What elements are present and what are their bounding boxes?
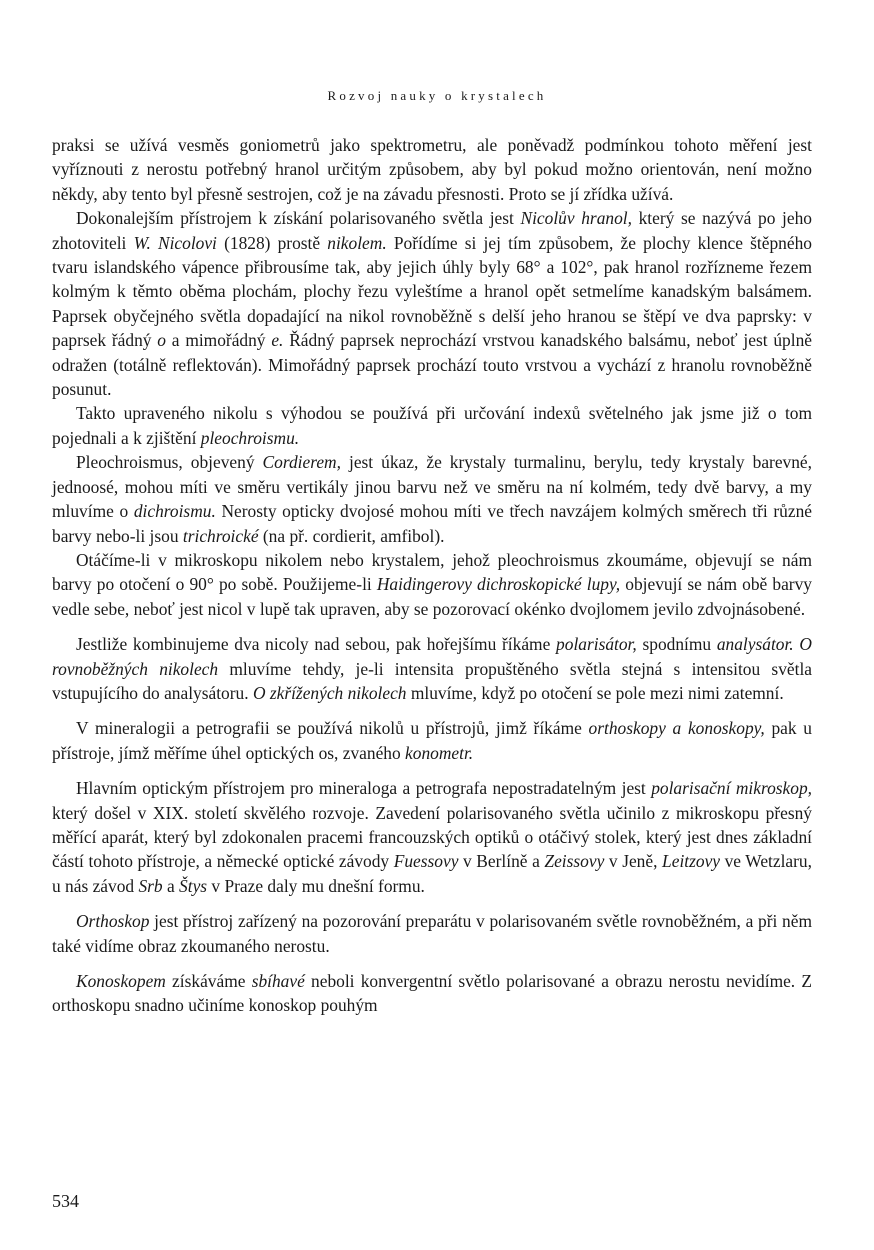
text-run: pak u přístroje, jímž měříme úhel optických os, zvaného — [52, 718, 812, 763]
text-run: a — [162, 875, 180, 896]
italic-term: O rovnoběžných nikolech — [52, 634, 812, 679]
paragraph-4 — [52, 450, 812, 548]
paragraph-6 — [52, 632, 812, 705]
text-run: Dokonalejším přístrojem k získání polarisovaného světla jest — [76, 208, 521, 229]
text-run: který došel v XIX. století skvělého rozvoje. Zavedení polarisovaného světla učinilo z mikroskopu přesný měřící aparát, který byl zdokonalen pracemi francouzských optiků o otáčivý stolek, který jest dnes základní částí tohoto přístroje, a německé optické závody — [52, 802, 812, 872]
text-run: v Jeně, — [604, 851, 663, 872]
paragraph-5 — [52, 548, 812, 621]
italic-term: O zkřížených nikolech — [252, 682, 407, 703]
italic-term: Konoskopem — [76, 971, 166, 991]
italic-term: orthoskopy a konoskopy, — [588, 718, 765, 739]
text-run: mluvíme tehdy, je-li intensita propuštěného světla stejná s intensitou světla vstupujícího do analysátoru. — [52, 658, 812, 703]
paragraph-1 — [52, 133, 812, 206]
italic-term: nikolem. — [327, 232, 387, 253]
text-run: mluvíme, když po otočení se pole mezi nimi zatemní. — [406, 682, 784, 703]
italic-term: polarisační mikroskop, — [651, 778, 812, 799]
text-run: neboli konvergentní světlo polarisované a obrazu nerostu nevidíme. Z orthoskopu snadno učiníme konoskop pouhým — [52, 971, 813, 1016]
italic-term: polarisátor, — [556, 634, 637, 655]
text-run: Hlavním optickým přístrojem pro mineraloga a petrografa nepostradatelným jest — [76, 778, 652, 799]
text-run: praksi se užívá vesměs goniometrů jako spektrometru, ale poněvadž podmínkou tohoto měření jest vyříznouti z nerostu potřebný hranol určitým způsobem, aby byl pokud možno orientován, není možno někdy, aby tento byl přesně sestrojen, což je na závadu přesnosti. Proto se jí zřídka užívá. — [52, 135, 812, 204]
italic-term: Nicolův hranol, — [520, 208, 632, 229]
text-run: jest přístroj zařízený na pozorování preparátu v polarisovaném světle rovnoběžném, a při něm také vidíme obraz zkoumaného nerostu. — [52, 911, 812, 956]
text-run: v Praze daly mu dnešní formu. — [207, 875, 425, 896]
body-text — [52, 133, 812, 1018]
italic-term: trichroické — [182, 525, 259, 546]
text-run: Otáčíme-li v mikroskopu nikolem nebo krystalem, jehož pleochroismus zkoumáme, objevují se nám barvy po otočení o 90° po sobě. Použijeme-li — [52, 549, 812, 595]
paragraph-8 — [52, 776, 812, 898]
text-run: Řádný paprsek neprochází vrstvou kanadského balsámu, neboť jest úplně odražen (totálně reflektován). Mimořádný paprsek prochází touto vrstvou a vychází z hranolu rovnoběžně posunut. — [52, 330, 812, 400]
page-number: 534 — [52, 1191, 79, 1211]
text-run: objevují se nám obě barvy vedle sebe, neboť jest nicol v lupě tak upraven, aby se pozorovací okénko dvojlomem jevilo zdvojnásobené. — [52, 574, 812, 619]
italic-term: pleochroismu. — [200, 427, 300, 448]
italic-term: Fuessovy — [393, 851, 459, 872]
paragraph-9 — [52, 909, 812, 958]
text-run: (na př. cordierit, amfibol). — [258, 525, 445, 546]
italic-term: konometr. — [405, 742, 474, 763]
text-run: Nerosty opticky dvojosé mohou míti ve třech navzájem kolmých směrech tři různé barvy nebo-li jsou — [52, 501, 812, 546]
text-run: Jestliže kombinujeme dva nicoly nad sebou, pak hořejšímu říkáme — [76, 634, 557, 655]
italic-term: o — [157, 330, 166, 351]
italic-term: Orthoskop — [76, 911, 150, 932]
italic-term: Zeissovy — [544, 851, 605, 872]
text-run: Pleochroismus, objevený — [76, 452, 263, 473]
italic-term: W. Nicolovi — [133, 232, 217, 253]
text-run: jest úkaz, že krystaly turmalinu, berylu, tedy krystaly barevné, jednoosé, mohou míti ve směru vertikály jinou barvu než ve směru na ní kolmém, tedy dvě barvy, a my mluvíme o — [52, 452, 812, 522]
italic-term: e. — [271, 330, 284, 351]
text-run: ve Wetzlaru, u nás závod — [52, 851, 812, 896]
text-run: Pořídíme si jej tím způsobem, že plochy klence štěpného tvaru islandského vápence přibrousíme tak, aby jejich úhly byly 68° a 102°, pak hranol rozřízneme řezem kolmým k těmto oběma plochám, plochy řezu vyleštíme a hranol opět setmelíme kanadským balsámem. Paprsek obyčejného světla dopadající na nikol rovnoběžně s delší jeho hranou se štěpí ve dva paprsky: v paprsek řádný — [52, 232, 812, 351]
italic-term: Cordierem, — [262, 452, 341, 473]
italic-term: Haidingerovy dichroskopické lupy, — [376, 574, 621, 595]
text-run: v Berlíně a — [458, 851, 545, 872]
paragraph-7 — [52, 716, 812, 765]
italic-term: sbíhavé — [251, 971, 305, 991]
paragraph-10 — [52, 969, 812, 1018]
text-run: spodnímu — [636, 634, 717, 655]
running-header: Rozvoj nauky o krystalech — [327, 88, 547, 103]
text-run: získáváme — [165, 971, 252, 991]
text-run: V mineralogii a petrografii se používá nikolů u přístrojů, jimž říkáme — [76, 718, 589, 739]
italic-term: Leitzovy — [662, 851, 721, 872]
text-run: Takto upraveného nikolu s výhodou se používá při určování indexů světelného jak jsme již o tom pojednali a k zjištění — [52, 403, 812, 448]
text-run: který se nazývá po jeho zhotoviteli — [52, 208, 812, 253]
italic-term: Štys — [179, 875, 208, 896]
italic-term: analysátor. — [716, 634, 794, 655]
paragraph-2 — [52, 206, 812, 401]
text-run: a mimořádný — [166, 330, 272, 351]
paragraph-3 — [52, 401, 812, 450]
text-run: (1828) prostě — [216, 232, 328, 253]
italic-term: Srb — [138, 875, 163, 896]
italic-term: dichroismu. — [133, 501, 216, 522]
